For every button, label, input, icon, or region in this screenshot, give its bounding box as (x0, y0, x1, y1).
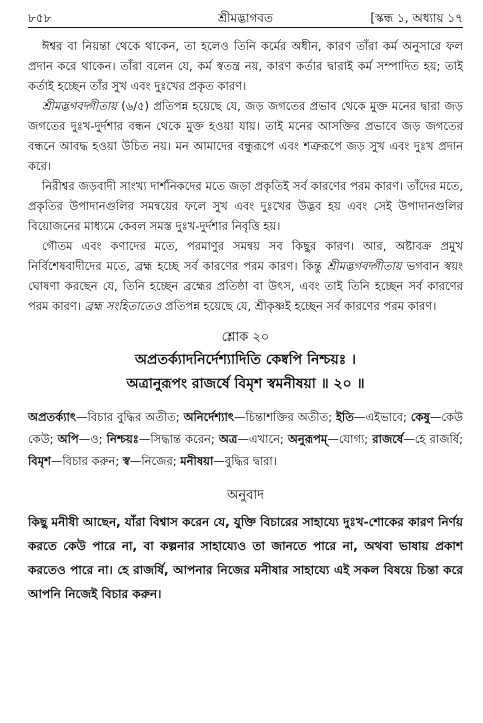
synonym-dash: — (429, 410, 442, 424)
paragraph-text: নিরীশ্বর জড়বাদী সাংখ্য দার্শনিকদের মতে জড়া প্রকৃতিই সর্ব কারণের পরম কারণ। তাঁদের মতে, প্রকৃতির উপাদানগুলির সমন্বয়ের ফলে সুখ এবং দুঃখের উদ্ভব হয় এবং সেই উপাদানগুলির বিয়োজনের মাধ্যমে কেবল সমস্ত দুঃখ-দুর্দশার নিবৃত্তি হয়। (28, 179, 463, 233)
purport-paragraph (28, 176, 463, 236)
synonym-meaning: বিচার বুদ্ধির অতীত; (87, 410, 180, 424)
chapter-reference: [স্কন্ধ ১, অধ্যায় ১৭ (370, 11, 463, 25)
verse-line-1: অপ্রতর্ক্যাদনির্দেশ্যাদিতি কেষ্বপি নিশ্চয়ঃ । (134, 352, 357, 368)
scripture-citation: শ্রীমদ্ভগবদ্গীতায় (42, 99, 117, 113)
synonym-meaning: বিচার করুন; (62, 454, 120, 468)
purport-paragraph (28, 236, 463, 316)
synonym-word: অত্র (218, 432, 238, 446)
scripture-citation: ব্রহ্ম সংহিতাতেও (84, 299, 162, 313)
shloka-heading: শ্লোক ২০ (221, 330, 270, 345)
synonym-dash: — (327, 432, 339, 446)
synonym-word: রাজর্ষে (372, 432, 404, 446)
purport-section (28, 36, 463, 316)
synonyms-section (28, 406, 463, 472)
synonym-word: নিশ্চয়ঃ (106, 432, 139, 446)
synonym-meaning: চিন্তাশক্তির অতীত; (245, 410, 333, 424)
synonym-dash: — (78, 432, 91, 446)
page-number: ৮৫৮ (28, 11, 52, 25)
synonym-word: স্ব (122, 454, 130, 468)
synonym-dash: — (237, 432, 249, 446)
synonym-word: অপ্রতর্ক্যাৎ (28, 410, 77, 424)
synonym-meaning: কেউ কেউ; (28, 410, 463, 446)
synonym-word: অনির্দেশ্যাৎ (183, 410, 234, 424)
synonym-dash: — (233, 410, 246, 424)
page-header (28, 8, 463, 28)
synonym-dash: — (403, 432, 415, 446)
synonym-meaning: যোগ্য; (338, 432, 369, 446)
page-body (28, 36, 463, 606)
synonym-dash: — (76, 410, 88, 424)
paragraph-text: গৌতম এবং কণাদের মতে, পরমাণুর সমন্বয় সব কিছুর কারণ। আর, অষ্টাবক্র প্রমুখ নির্বিশেষবাদীদের মতে, ব্রহ্ম হচ্ছে সর্ব কারণের পরম কারণ। কিন্তু (28, 239, 463, 273)
paragraph-text: (৬/৫) প্রতিপন্ন হয়েছে যে, জড় জগতের প্রভাব থেকে মুক্ত মনের দ্বারা জড় জগতের দুঃখ-দুর্দশার বন্ধন থেকে মুক্ত হওয়া যায়। তাই মনের আসক্তির প্রভাবে জড় জগতের বন্ধনে আবদ্ধ হওয়া উচিত নয়। মন আমাদের বন্ধুরূপে এবং শত্রুরূপে জড় সুখ এবং দুঃখ প্রদান করে। (28, 99, 463, 173)
synonym-meaning: নিজের; (141, 454, 177, 468)
synonym-dash: — (138, 432, 151, 446)
scripture-citation: শ্রীমদ্ভগবদ্গীতায় (326, 259, 402, 273)
synonym-word: অনুরূপম্ (287, 432, 328, 446)
synonym-dash: — (50, 454, 63, 468)
running-title: শ্রীমদ্ভাগবত (217, 11, 273, 25)
synonym-word: বিমৃশ (28, 454, 51, 468)
synonym-word: মনীষয়া (180, 454, 214, 468)
paragraph-text: ভগবান স্বয়ং ঘোষণা করছেন যে, তিনি হচ্ছেন ব্রহ্মের প্রতিষ্ঠা বা উৎস, এবং তাই তিনি হচ্ছেন সর্ব কারণের পরম কারণ। (28, 259, 463, 313)
synonym-meaning: এইভাবে; (365, 410, 407, 424)
translation-heading: অনুবাদ (227, 488, 264, 503)
paragraph-text: ঈশ্বর বা নিয়ন্তা থেকে থাকেন, তা হলেও তিনি কর্মের অধীন, কারণ তাঁরা কর্ম অনুসারে ফল প্রদান করে থাকেন। তাঁরা বলেন যে, কর্ম স্বতন্ত্র নয়, কারণ কর্তার দ্বারাই কর্ম সম্পাদিত হয়; তাই কর্তাই হচ্ছেন তাঁর সুখ এবং দুঃখের প্রকৃত কারণ। (28, 39, 463, 93)
synonym-meaning: সিদ্ধান্ত করেন; (150, 432, 215, 446)
synonym-meaning: ও; (90, 432, 103, 446)
synonym-word: ইতি (335, 410, 354, 424)
synonym-word: অপি (57, 432, 79, 446)
synonym-dash: — (129, 454, 142, 468)
synonym-meaning: এখানে; (248, 432, 284, 446)
verse-line-2: অত্রানুরূপং রাজর্ষে বিমৃশ স্বমনীষয়া ॥ ২০ ॥ (126, 376, 365, 392)
synonym-dash: — (353, 410, 366, 424)
synonym-meaning: বুদ্ধির দ্বারা। (224, 454, 277, 468)
synonym-dash: — (213, 454, 225, 468)
paragraph-text: প্রতিপন্ন হয়েছে যে, শ্রীকৃষ্ণই হচ্ছেন সর্ব কারণের পরম কারণ। (161, 299, 437, 313)
header-rule (28, 27, 463, 28)
purport-paragraph (28, 36, 463, 96)
translation-text: কিছু মনীষী আছেন, যাঁরা বিশ্বাস করেন যে, যুক্তি বিচারের সাহায্যে দুঃখ-শোকের কারণ নির্ণয় করতে কেউ পারে না, বা কল্পনার সাহায্যেও তা জানতে পারে না, অথবা ভাষায় প্রকাশ করতেও পারে না। হে রাজর্ষি, আপনার নিজের মনীষার সাহায্যে এই সকল বিষয়ে চিন্তা করে আপনি নিজেই বিচার করুন। (28, 515, 463, 601)
purport-paragraph (28, 96, 463, 176)
synonym-word: কেষু (410, 410, 430, 424)
synonym-meaning: হে রাজর্ষি; (414, 432, 463, 446)
